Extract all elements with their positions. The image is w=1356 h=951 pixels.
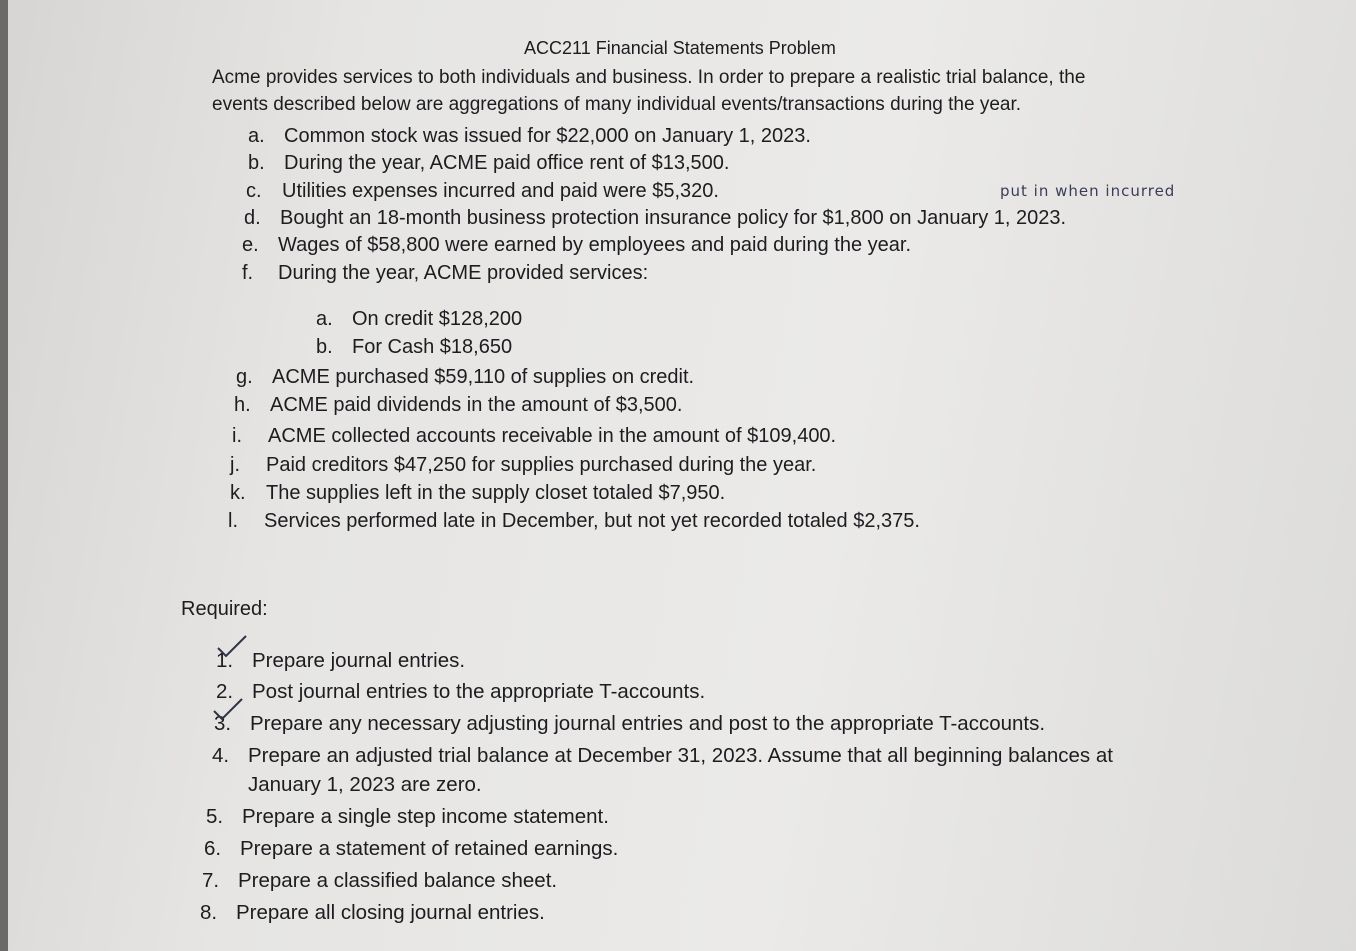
- event-label: h.: [234, 394, 251, 416]
- required-text: Prepare a classified balance sheet.: [238, 869, 558, 892]
- required-item: [200, 901, 545, 924]
- required-item: [204, 837, 618, 860]
- required-text: Post journal entries to the appropriate T-accounts.: [252, 680, 706, 703]
- document-title: ACC211 Financial Statements Problem: [524, 38, 836, 58]
- checkmark-icon: [210, 697, 244, 723]
- event-label: c.: [246, 180, 262, 202]
- event-label: j.: [230, 454, 240, 476]
- required-item: [216, 649, 465, 672]
- event-label: a.: [248, 125, 265, 147]
- event-text: Services performed late in December, but not yet recorded totaled $2,375.: [264, 510, 920, 532]
- required-text: Prepare any necessary adjusting journal entries and post to the appropriate T-accounts.: [250, 712, 1046, 735]
- required-label: 4.: [212, 744, 230, 767]
- event-text: ACME purchased $59,110 of supplies on credit.: [272, 366, 695, 388]
- required-text: Prepare all closing journal entries.: [236, 901, 545, 924]
- required-text: Prepare an adjusted trial balance at December 31, 2023. Assume that all beginning balances at: [248, 744, 1113, 767]
- intro-line-1: Acme provides services to both individuals and business. In order to prepare a realistic trial balance, the: [212, 67, 1086, 88]
- page-edge-shadow: [0, 0, 8, 951]
- event-text: Utilities expenses incurred and paid were $5,320.: [282, 180, 719, 202]
- event-text: During the year, ACME paid office rent of $13,500.: [284, 152, 730, 174]
- event-text: Common stock was issued for $22,000 on January 1, 2023.: [284, 125, 811, 147]
- required-item: [212, 744, 1113, 767]
- required-item: [206, 805, 609, 828]
- intro-line-2: events described below are aggregations of many individual events/transactions during the year.: [212, 94, 1022, 115]
- event-text: Paid creditors $47,250 for supplies purchased during the year.: [266, 454, 817, 476]
- event-item: [248, 125, 811, 148]
- required-label: 6.: [204, 837, 222, 860]
- event-item: [242, 262, 648, 285]
- event-label: l.: [228, 510, 238, 532]
- event-label: i.: [232, 425, 242, 447]
- event-item: [316, 308, 522, 331]
- event-item: [230, 454, 816, 477]
- checkmark-icon: [214, 634, 248, 660]
- required-text: Prepare a statement of retained earnings.: [240, 837, 619, 860]
- event-item: [228, 510, 920, 533]
- event-label: d.: [244, 207, 261, 229]
- required-item: [202, 869, 557, 892]
- event-item: [236, 366, 694, 389]
- required-item: [212, 773, 482, 796]
- event-text: On credit $128,200: [352, 308, 523, 330]
- event-label: a.: [316, 308, 333, 330]
- event-label: b.: [316, 336, 333, 358]
- required-label: 5.: [206, 805, 224, 828]
- event-item: [234, 394, 682, 417]
- required-label: 2.: [216, 680, 234, 703]
- event-text: The supplies left in the supply closet totaled $7,950.: [266, 482, 726, 504]
- required-label: 7.: [202, 869, 220, 892]
- required-item: [214, 712, 1045, 735]
- handwritten-note: put in when incurred: [1000, 182, 1176, 200]
- event-text: ACME collected accounts receivable in the amount of $109,400.: [268, 425, 837, 447]
- event-item: [248, 152, 729, 175]
- required-label: 3.: [214, 712, 232, 735]
- event-label: f.: [242, 262, 254, 284]
- required-heading: Required:: [181, 598, 268, 620]
- event-item: [230, 482, 725, 505]
- event-item: [316, 336, 512, 359]
- event-text: For Cash $18,650: [352, 336, 513, 358]
- required-item: [216, 680, 705, 703]
- required-label: 1.: [216, 649, 234, 672]
- event-item: [232, 425, 836, 448]
- event-item: [246, 180, 719, 203]
- required-text: Prepare a single step income statement.: [242, 805, 609, 828]
- required-label: 8.: [200, 901, 218, 924]
- event-label: g.: [236, 366, 253, 388]
- required-text: Prepare journal entries.: [252, 649, 466, 672]
- event-item: [244, 207, 1066, 230]
- event-text: Wages of $58,800 were earned by employees and paid during the year.: [278, 234, 912, 256]
- event-item: [242, 234, 911, 257]
- event-text: Bought an 18-month business protection insurance policy for $1,800 on January 1, 2023.: [280, 207, 1067, 229]
- event-label: e.: [242, 234, 259, 256]
- event-text: During the year, ACME provided services:: [278, 262, 649, 284]
- event-label: k.: [230, 482, 246, 504]
- event-text: ACME paid dividends in the amount of $3,500.: [270, 394, 683, 416]
- event-label: b.: [248, 152, 265, 174]
- required-text: January 1, 2023 are zero.: [248, 773, 482, 796]
